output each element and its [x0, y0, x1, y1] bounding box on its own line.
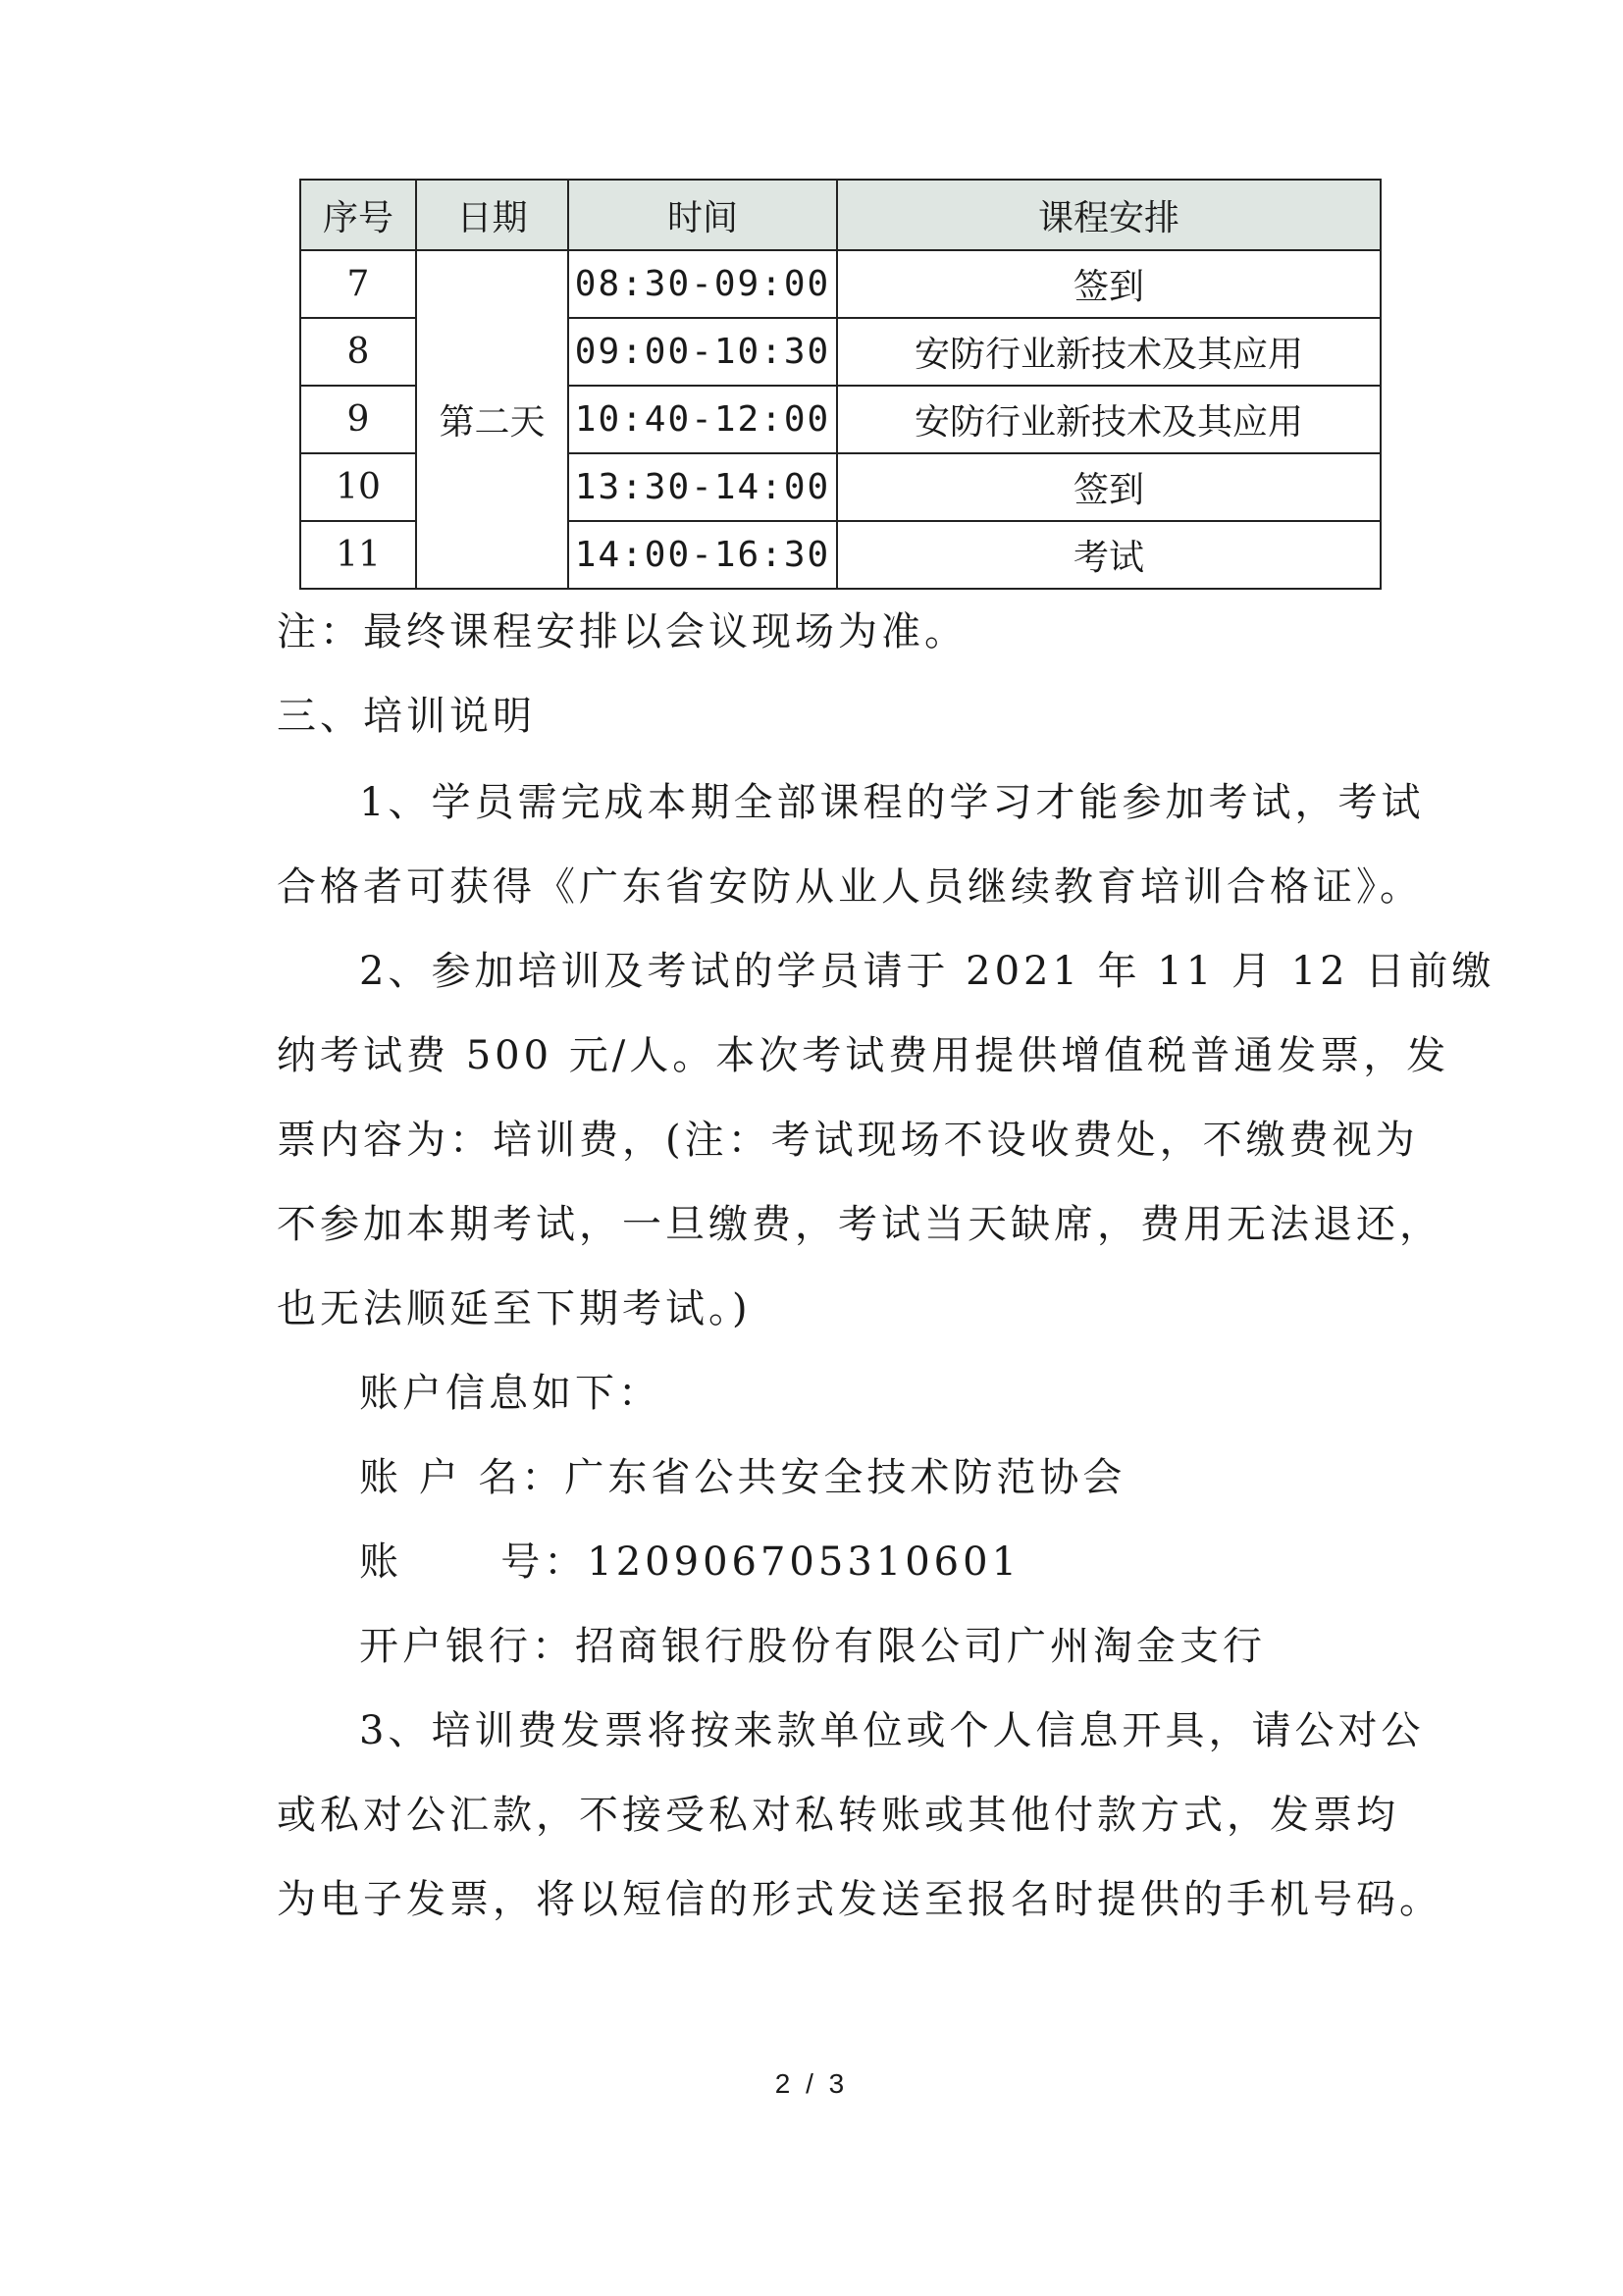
- paragraph-2-line-4: 不参加本期考试，一旦缴费，考试当天缺席，费用无法退还，: [277, 1202, 1442, 1247]
- paragraph-1-line-2: 合格者可获得《广东省安防从业人员继续教育培训合格证》。: [277, 864, 1423, 910]
- cell-date: 第二天: [416, 250, 568, 589]
- header-time: 时间: [568, 180, 837, 250]
- header-seq: 序号: [300, 180, 416, 250]
- account-number: 账 号：120906705310601: [359, 1539, 1021, 1585]
- table-header-row: [300, 180, 1381, 250]
- header-course: 课程安排: [837, 180, 1381, 250]
- cell-course: 安防行业新技术及其应用: [837, 386, 1381, 453]
- paragraph-3-line-2: 或私对公汇款，不接受私对私转账或其他付款方式，发票均: [277, 1793, 1399, 1838]
- cell-course: 签到: [837, 250, 1381, 318]
- cell-seq: 10: [300, 453, 416, 521]
- cell-seq: 8: [300, 318, 416, 386]
- cell-time: 08:30-09:00: [568, 250, 837, 318]
- paragraph-2-line-3: 票内容为：培训费，(注：考试现场不设收费处，不缴费视为: [277, 1118, 1419, 1163]
- paragraph-2-line-2: 纳考试费 500 元/人。本次考试费用提供增值税普通发票，发: [277, 1033, 1450, 1078]
- cell-time: 14:00-16:30: [568, 521, 837, 589]
- cell-seq: 9: [300, 386, 416, 453]
- cell-course: 考试: [837, 521, 1381, 589]
- paragraph-2-line-1: 2、参加培训及考试的学员请于 2021 年 11 月 12 日前缴: [359, 949, 1495, 994]
- cell-time: 09:00-10:30: [568, 318, 837, 386]
- account-intro: 账户信息如下：: [359, 1371, 661, 1416]
- table-row: [300, 250, 1381, 318]
- paragraph-3-line-3: 为电子发票，将以短信的形式发送至报名时提供的手机号码。: [277, 1877, 1442, 1922]
- cell-seq: 11: [300, 521, 416, 589]
- cell-course: 签到: [837, 453, 1381, 521]
- cell-time: 13:30-14:00: [568, 453, 837, 521]
- paragraph-2-line-5: 也无法顺延至下期考试。): [277, 1286, 752, 1331]
- schedule-table: [299, 179, 1382, 590]
- account-name: 账 户 名：广东省公共安全技术防范协会: [359, 1455, 1126, 1500]
- page-number: 2 / 3: [774, 2068, 849, 2099]
- paragraph-3-line-1: 3、培训费发票将按来款单位或个人信息开具，请公对公: [359, 1708, 1425, 1753]
- paragraph-1-line-1: 1、学员需完成本期全部课程的学习才能参加考试，考试: [359, 780, 1425, 825]
- account-bank: 开户银行：招商银行股份有限公司广州淘金支行: [359, 1624, 1266, 1669]
- schedule-note: 注：最终课程安排以会议现场为准。: [277, 609, 968, 654]
- cell-course: 安防行业新技术及其应用: [837, 318, 1381, 386]
- header-date: 日期: [416, 180, 568, 250]
- cell-seq: 7: [300, 250, 416, 318]
- cell-time: 10:40-12:00: [568, 386, 837, 453]
- section-title: 三、培训说明: [277, 694, 536, 739]
